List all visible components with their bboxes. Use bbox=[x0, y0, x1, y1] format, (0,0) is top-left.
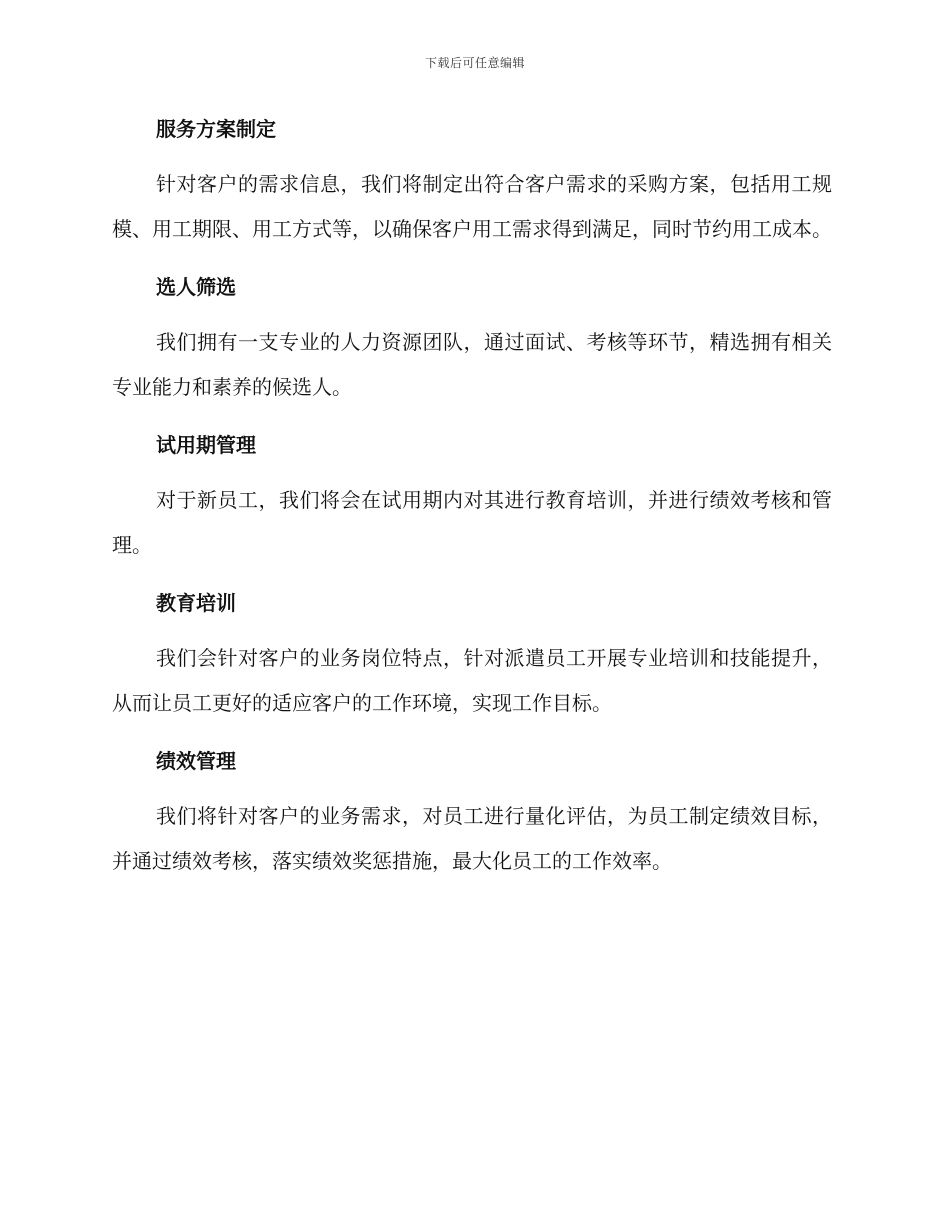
section-heading: 选人筛选 bbox=[156, 275, 236, 299]
section-training bbox=[112, 582, 832, 726]
section-heading: 教育培训 bbox=[156, 591, 236, 615]
section-service-plan bbox=[112, 108, 832, 252]
section-heading: 试用期管理 bbox=[156, 433, 256, 457]
section-heading: 绩效管理 bbox=[156, 749, 236, 773]
section-paragraph: 我们会针对客户的业务岗位特点，针对派遣员工开展专业培训和技能提升，从而让员工更好的适应客户的工作环境，实现工作目标。 bbox=[112, 646, 832, 715]
section-candidate-screening bbox=[112, 266, 832, 410]
section-probation-management bbox=[112, 424, 832, 568]
section-heading: 服务方案制定 bbox=[156, 117, 276, 141]
document-content bbox=[112, 108, 832, 898]
section-paragraph: 对于新员工，我们将会在试用期内对其进行教育培训，并进行绩效考核和管理。 bbox=[112, 488, 832, 557]
section-performance-management bbox=[112, 740, 832, 884]
page-header: 下载后可任意编辑 bbox=[424, 56, 525, 70]
section-paragraph: 我们拥有一支专业的人力资源团队，通过面试、考核等环节，精选拥有相关专业能力和素养的候选人。 bbox=[112, 330, 832, 399]
section-paragraph: 我们将针对客户的业务需求，对员工进行量化评估，为员工制定绩效目标，并通过绩效考核，落实绩效奖惩措施，最大化员工的工作效率。 bbox=[112, 804, 832, 873]
section-paragraph: 针对客户的需求信息，我们将制定出符合客户需求的采购方案，包括用工规模、用工期限、用工方式等，以确保客户用工需求得到满足，同时节约用工成本。 bbox=[112, 172, 832, 241]
